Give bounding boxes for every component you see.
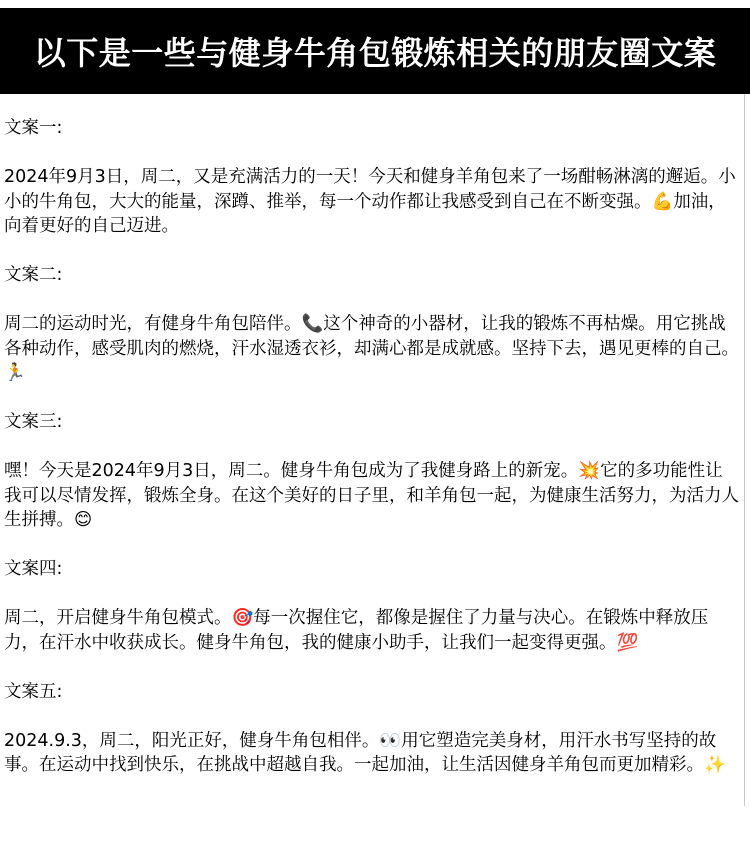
- post-list: [4, 116, 739, 802]
- post-label: 文案五:: [4, 681, 63, 702]
- post-text: 嘿！今天是2024年9月3日，周二。健身牛角包成为了我健身路上的新宠。💥它的多功能性让我可以尽情发挥，锻炼全身。在这个美好的日子里，和羊角包一起，为健康生活努力，为活力人生拼搏。😊: [4, 461, 739, 530]
- post-text: 2024年9月3日，周二，又是充满活力的一天！今天和健身羊角包来了一场酣畅淋漓的邂逅。小小的牛角包，大大的能量，深蹲、推举，每一个动作都让我感受到自己在不断变强。💪加油，向着更好的自己迈进。: [4, 167, 736, 236]
- post-label: 文案一:: [4, 118, 63, 138]
- page-title: 以下是一些与健身牛角包锻炼相关的朋友圈文案: [0, 8, 750, 94]
- post-item: [4, 680, 739, 778]
- right-divider: [744, 94, 745, 806]
- post-item: [4, 263, 739, 386]
- post-label: 文案四:: [4, 559, 63, 579]
- post-item: [4, 557, 739, 655]
- post-label: 文案二:: [4, 265, 63, 285]
- post-text: 周二的运动时光，有健身牛角包陪伴。📞这个神奇的小器材，让我的锻炼不再枯燥。用它挑战各种动作，感受肌肉的燃烧，汗水湿透衣衫，却满心都是成就感。坚持下去，遇见更棒的自己。🏃: [4, 314, 739, 383]
- post-text: 2024.9.3，周二，阳光正好，健身牛角包相伴。👀用它塑造完美身材，用汗水书写坚持的故事。在运动中找到快乐，在挑战中超越自我。一起加油，让生活因健身羊角包而更加精彩。✨: [4, 730, 726, 775]
- post-item: [4, 116, 739, 239]
- post-label: 文案三:: [4, 412, 63, 432]
- post-item: [4, 410, 739, 533]
- post-text: 周二，开启健身牛角包模式。🎯每一次握住它，都像是握住了力量与决心。在锻炼中释放压力，在汗水中收获成长。健身牛角包，我的健康小助手，让我们一起变得更强。💯: [4, 608, 709, 653]
